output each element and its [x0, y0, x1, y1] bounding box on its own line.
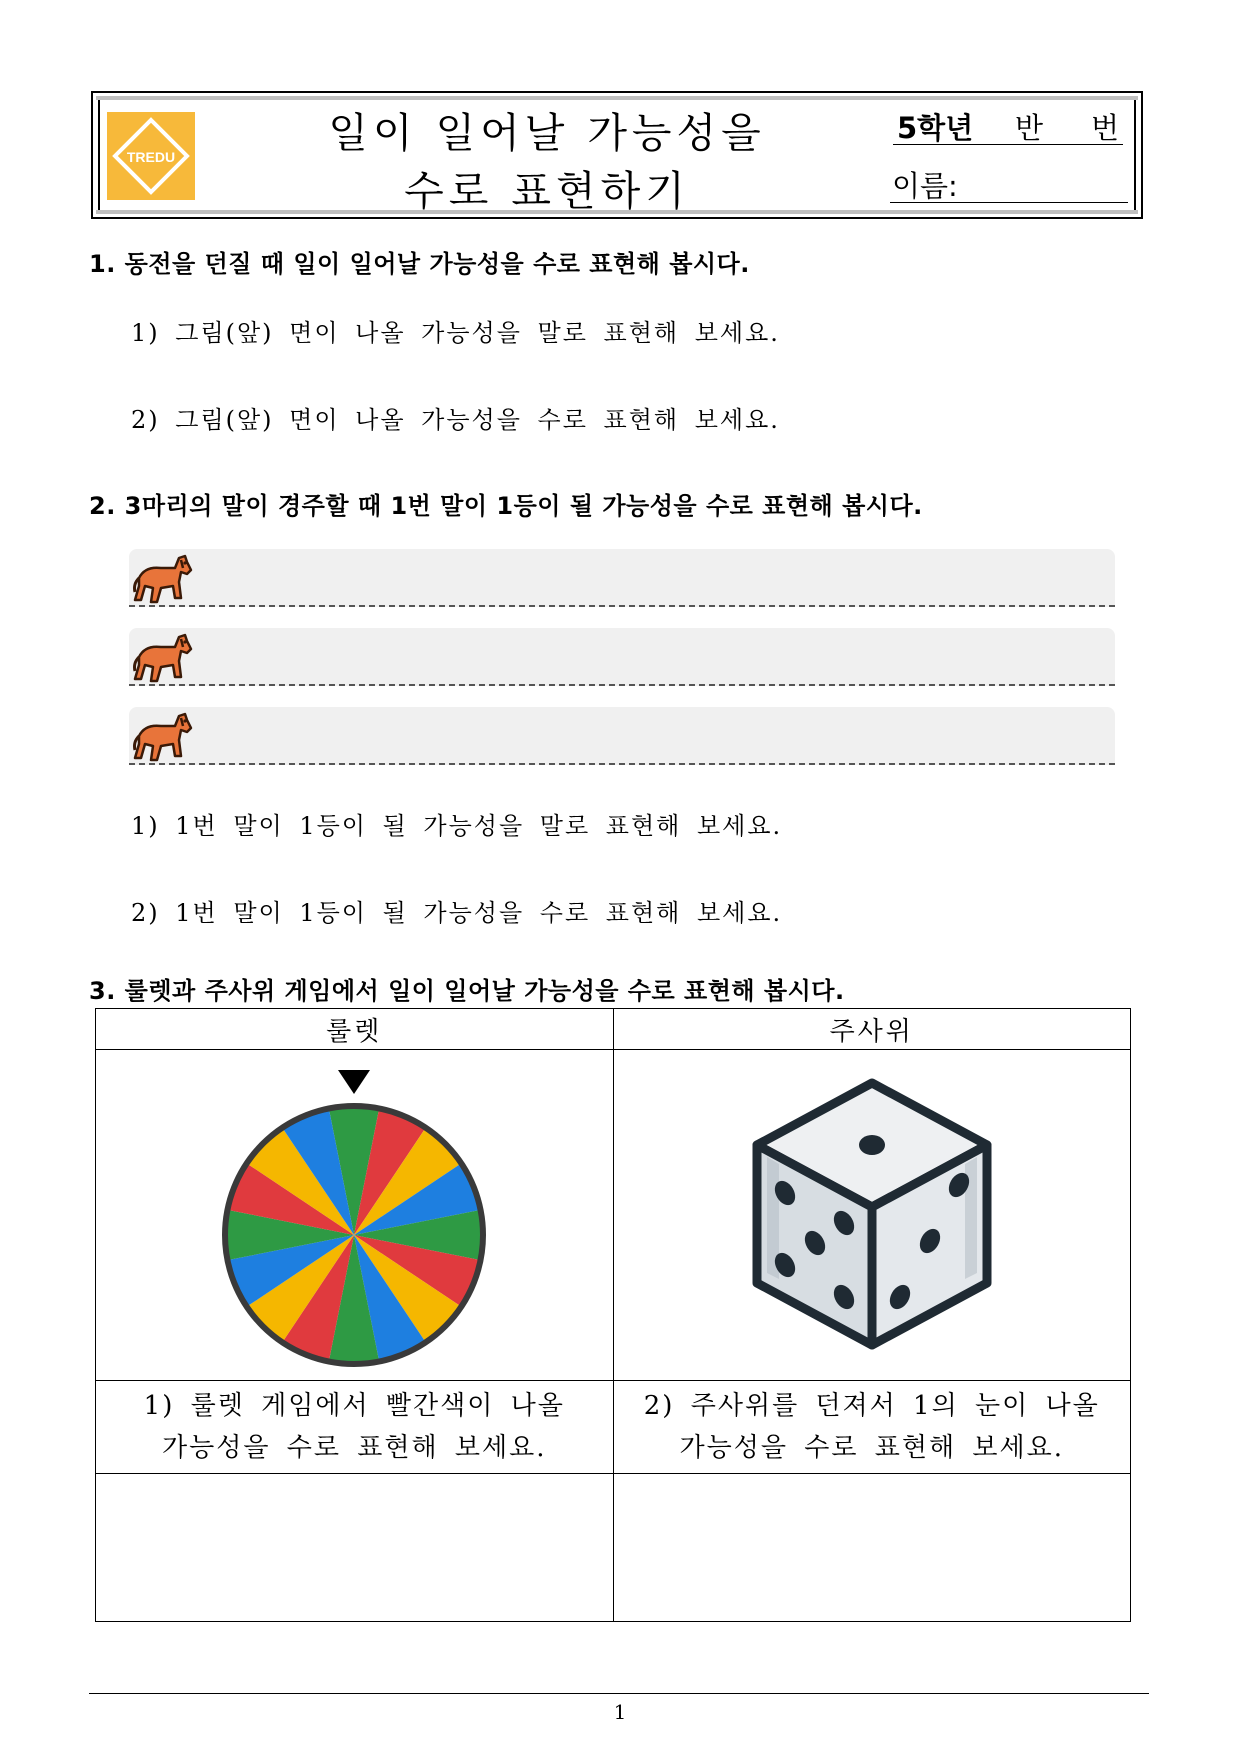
tredu-logo	[107, 112, 195, 200]
footer-rule	[89, 1693, 1149, 1694]
dice-question-cell	[613, 1380, 1131, 1473]
dice-icon	[737, 1065, 1007, 1365]
roulette-header: 룰렛	[96, 1009, 614, 1050]
roulette-question-cell	[96, 1380, 614, 1473]
roulette-wheel	[204, 1060, 504, 1370]
q2-title: 2. 3마리의 말이 경주할 때 1번 말이 1등이 될 가능성을 수로 표현해 봅시다.	[89, 492, 923, 520]
name-label: 이름:	[892, 169, 958, 203]
horse-icon	[131, 627, 195, 691]
roulette-question-line1: 1) 룰렛 게임에서 빨간색이 나올	[143, 1391, 565, 1422]
dice-answer-cell[interactable]	[613, 1474, 1131, 1622]
q3-table	[95, 1008, 1131, 1622]
grade-class-number-field[interactable]	[893, 106, 1123, 145]
svg-text:TREDU: TREDU	[126, 149, 176, 165]
horse-icon	[131, 706, 195, 770]
name-field[interactable]	[890, 164, 1128, 203]
dice-header: 주사위	[613, 1009, 1131, 1050]
q2-sub1: 1) 1번 말이 1등이 될 가능성을 말로 표현해 보세요.	[131, 812, 783, 840]
roulette-answer-cell[interactable]	[96, 1474, 614, 1622]
q1-title: 1. 동전을 던질 때 일이 일어날 가능성을 수로 표현해 봅시다.	[89, 250, 750, 278]
worksheet-title-line2: 수로 표현하기	[404, 167, 690, 215]
tredu-logo-icon	[107, 112, 195, 200]
worksheet-title-line1: 일이 일어날 가능성을	[328, 109, 766, 157]
grade-label: 5학년	[897, 111, 974, 145]
q1-sub2: 2) 그림(앞) 면이 나올 가능성을 수로 표현해 보세요.	[131, 406, 780, 434]
horse-icon	[131, 548, 195, 612]
q3-title: 3. 룰렛과 주사위 게임에서 일이 일어날 가능성을 수로 표현해 봅시다.	[89, 977, 845, 1005]
dice-image-cell	[613, 1050, 1131, 1381]
number-label: 번	[1091, 111, 1120, 145]
race-lane-3	[129, 707, 1115, 765]
q1-sub1: 1) 그림(앞) 면이 나올 가능성을 말로 표현해 보세요.	[131, 319, 780, 347]
dice-question-line1: 2) 주사위를 던져서 1의 눈이 나올	[643, 1391, 1100, 1422]
class-label: 반	[1015, 111, 1044, 145]
dice-pip	[859, 1135, 885, 1155]
roulette-question-line2: 가능성을 수로 표현해 보세요.	[162, 1433, 547, 1464]
q2-sub2: 2) 1번 말이 1등이 될 가능성을 수로 표현해 보세요.	[131, 899, 783, 927]
race-lane-1	[129, 549, 1115, 607]
roulette-image-cell	[96, 1050, 614, 1381]
page-number: 1	[613, 1700, 627, 1724]
roulette-pointer-icon	[338, 1070, 370, 1094]
race-lane-2	[129, 628, 1115, 686]
dice-question-line2: 가능성을 수로 표현해 보세요.	[679, 1433, 1064, 1464]
